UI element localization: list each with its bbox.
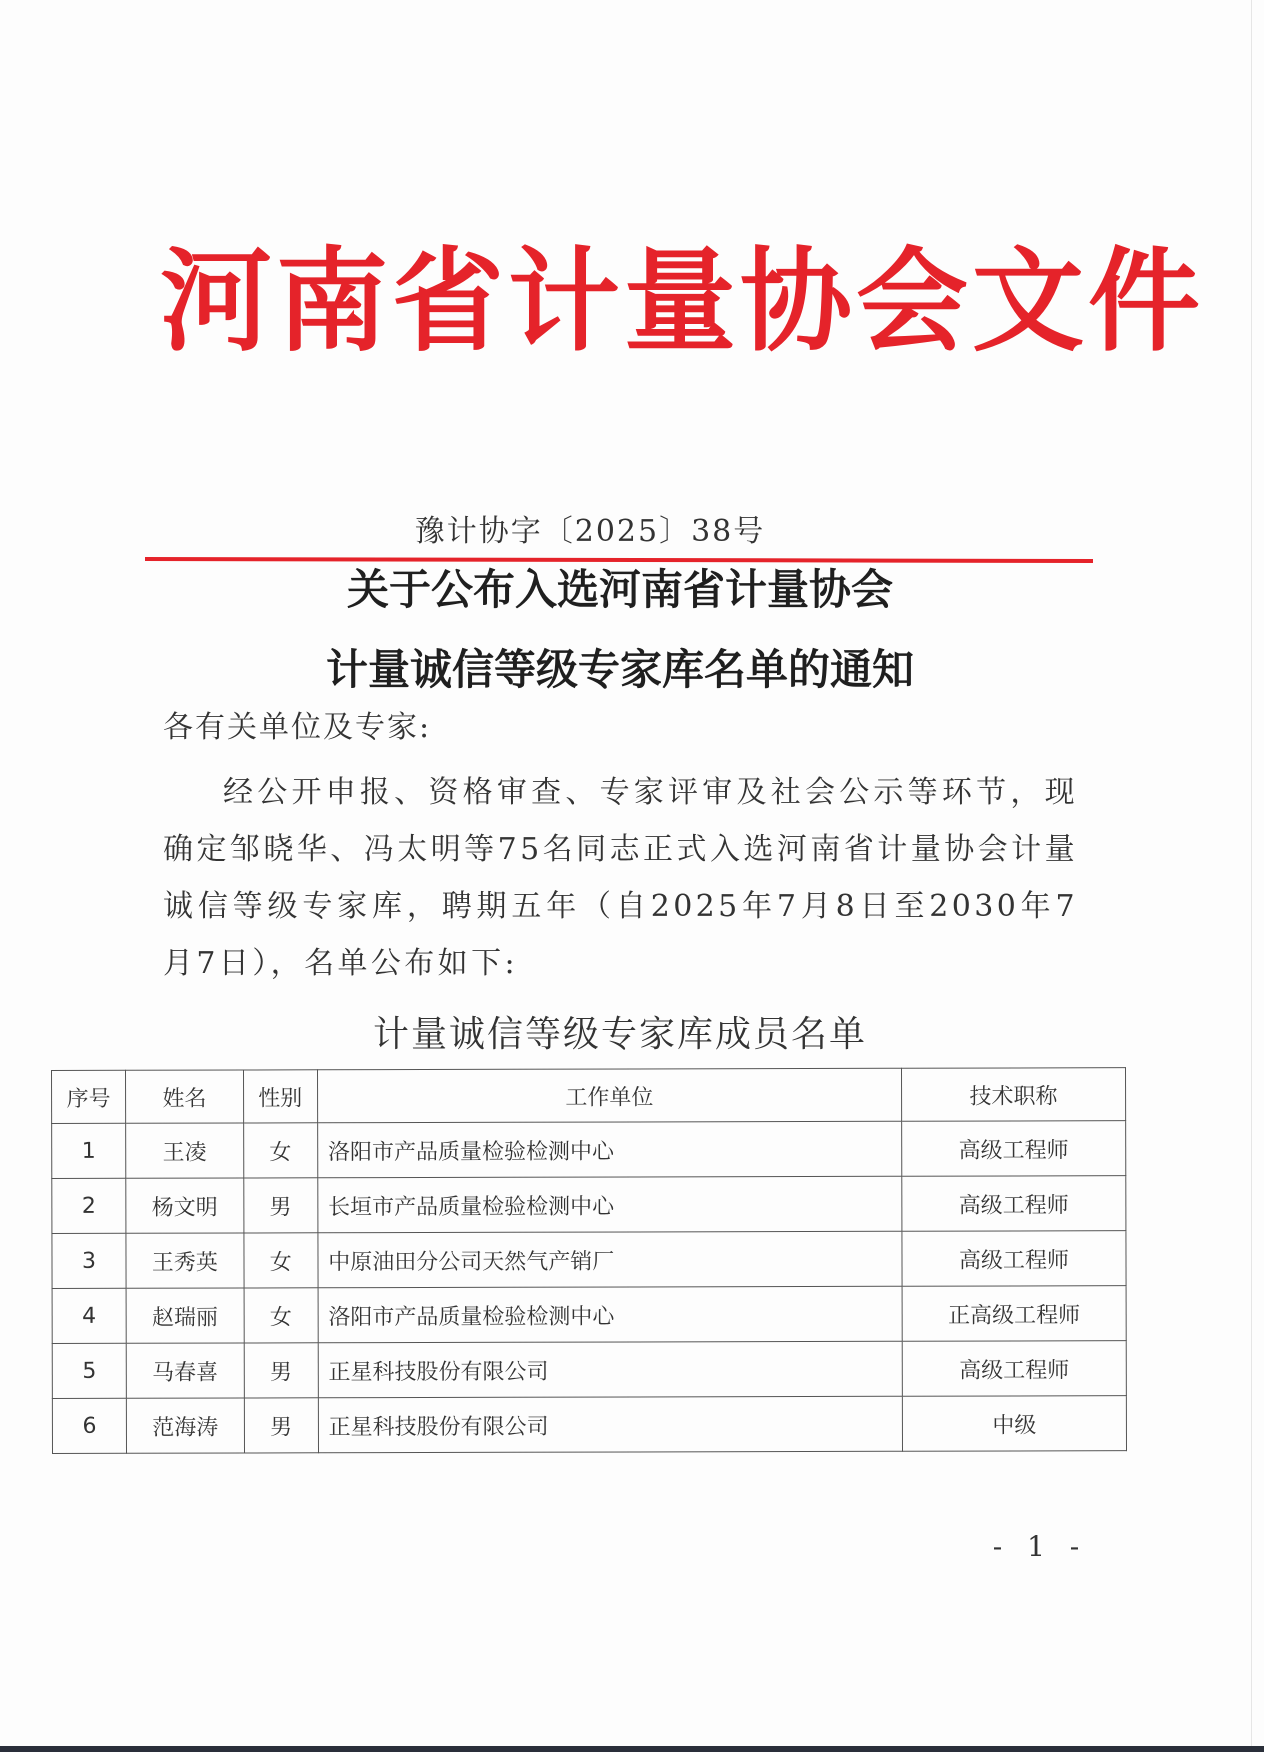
table-row xyxy=(52,1341,1126,1399)
masthead: 河南省计量协会文件 xyxy=(160,237,1204,367)
document-number: 豫计协字〔2025〕38号 xyxy=(414,514,766,549)
cell-name: 赵瑞丽 xyxy=(126,1288,244,1343)
cell-unit: 正星科技股份有限公司 xyxy=(318,1396,902,1453)
cell-title: 高级工程师 xyxy=(901,1121,1125,1177)
cell-sex: 男 xyxy=(244,1343,318,1398)
cell-unit: 洛阳市产品质量检验检测中心 xyxy=(318,1286,902,1343)
notice-title-line-2: 计量诚信等级专家库名单的通知 xyxy=(325,645,914,694)
cell-no: 2 xyxy=(52,1178,126,1233)
cell-no: 4 xyxy=(52,1288,126,1343)
header-title: 技术职称 xyxy=(901,1068,1125,1122)
cell-name: 杨文明 xyxy=(126,1178,244,1233)
cell-name: 王凌 xyxy=(126,1123,244,1178)
cell-sex: 女 xyxy=(244,1288,318,1343)
cell-sex: 女 xyxy=(243,1123,317,1178)
table-row xyxy=(52,1286,1126,1344)
cell-no: 3 xyxy=(52,1233,126,1288)
page-number: - 1 - xyxy=(992,1530,1088,1563)
cell-title: 高级工程师 xyxy=(902,1231,1126,1287)
scan-edge xyxy=(1251,0,1252,1752)
header-name: 姓名 xyxy=(126,1070,244,1123)
cell-title: 高级工程师 xyxy=(902,1341,1126,1397)
scan-bottom-edge xyxy=(0,1746,1264,1752)
header-no: 序号 xyxy=(52,1070,126,1123)
roster-title: 计量诚信等级专家库成员名单 xyxy=(372,1014,867,1055)
table-row xyxy=(52,1176,1126,1234)
header-unit: 工作单位 xyxy=(317,1068,901,1123)
roster-table xyxy=(51,1067,1127,1454)
cell-unit: 洛阳市产品质量检验检测中心 xyxy=(317,1121,901,1178)
cell-sex: 女 xyxy=(244,1233,318,1288)
cell-name: 王秀英 xyxy=(126,1233,244,1288)
notice-title-line-1: 关于公布入选河南省计量协会 xyxy=(346,565,893,614)
table-row xyxy=(52,1396,1126,1454)
cell-title: 中级 xyxy=(902,1396,1126,1452)
cell-title: 高级工程师 xyxy=(902,1176,1126,1232)
cell-sex: 男 xyxy=(244,1398,318,1453)
table-row xyxy=(52,1231,1126,1289)
roster-header-row xyxy=(52,1068,1126,1124)
salutation: 各有关单位及专家: xyxy=(163,710,432,745)
cell-name: 马春喜 xyxy=(126,1343,244,1398)
cell-title: 正高级工程师 xyxy=(902,1286,1126,1342)
cell-no: 5 xyxy=(52,1343,126,1398)
cell-name: 范海涛 xyxy=(126,1398,244,1453)
cell-no: 1 xyxy=(52,1123,126,1178)
cell-unit: 中原油田分公司天然气产销厂 xyxy=(318,1231,902,1288)
notice-body: 经公开申报、资格审查、专家评审及社会公示等环节，现确定邹晓华、冯太明等75名同志正式入选河南省计量协会计量诚信等级专家库，聘期五年（自2025年7月8日至2030年7月7日），名单公布如下: xyxy=(163,775,1078,981)
cell-unit: 长垣市产品质量检验检测中心 xyxy=(317,1176,901,1233)
table-row xyxy=(52,1121,1126,1179)
header-sex: 性别 xyxy=(243,1070,317,1123)
cell-unit: 正星科技股份有限公司 xyxy=(318,1341,902,1398)
cell-sex: 男 xyxy=(243,1178,317,1233)
cell-no: 6 xyxy=(52,1398,126,1453)
